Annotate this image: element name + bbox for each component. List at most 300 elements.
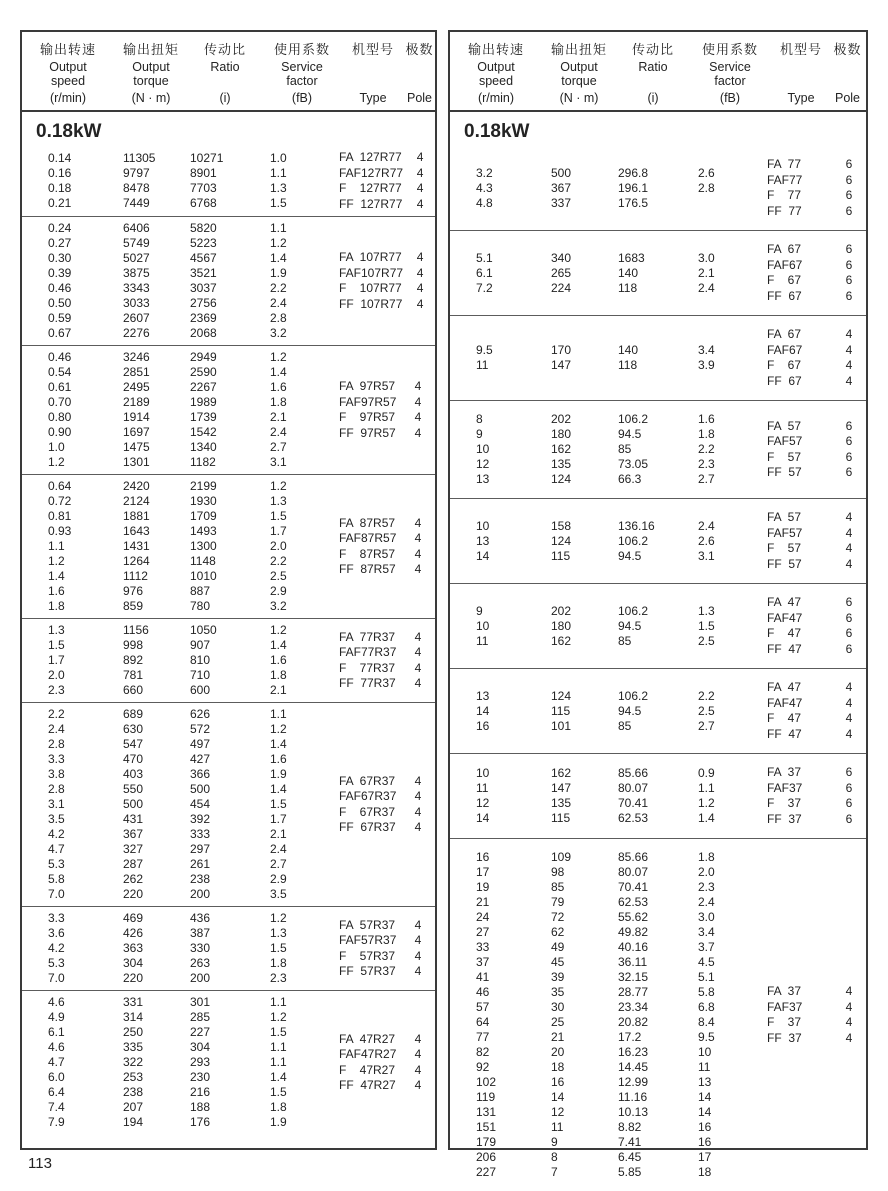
output-speed-cell: 10 xyxy=(476,518,490,533)
type-line xyxy=(329,789,435,805)
type-name: FAF47 xyxy=(767,610,803,625)
header-zh: 传动比 xyxy=(631,42,674,57)
output-torque-cell: 6406 xyxy=(123,221,150,235)
pole-value: 6 xyxy=(845,188,853,202)
service-factor-cell: 2.7 xyxy=(698,472,715,486)
service-factor-cell: 2.5 xyxy=(698,703,715,718)
spec-row xyxy=(450,689,757,704)
spec-row xyxy=(22,911,329,926)
output-speed-cell: 9 xyxy=(476,427,483,441)
service-factor-cell: 1.8 xyxy=(270,395,287,409)
spec-block xyxy=(22,474,435,618)
output-speed-cell: 11 xyxy=(476,358,489,372)
type-list xyxy=(757,327,866,389)
service-factor-cell: 2.5 xyxy=(270,569,287,583)
spec-rows xyxy=(450,166,757,211)
output-torque-cell: 327 xyxy=(123,842,144,856)
spec-tables xyxy=(20,30,868,1179)
header-pole xyxy=(404,32,435,110)
output-speed-cell: 227 xyxy=(476,1165,497,1179)
type-name: F 57R37 xyxy=(339,948,396,963)
spec-row xyxy=(450,766,757,781)
spec-row xyxy=(450,266,757,281)
header-output-speed xyxy=(450,32,542,110)
output-speed-cell: 0.64 xyxy=(48,479,72,493)
output-torque-cell: 1431 xyxy=(123,539,150,553)
service-factor-cell: 1.8 xyxy=(270,956,287,970)
service-factor-cell: 1.6 xyxy=(270,380,287,394)
type-name: FF 37 xyxy=(767,1030,802,1045)
output-torque-cell: 9 xyxy=(551,1135,558,1149)
output-torque-cell: 5027 xyxy=(123,251,150,265)
ratio-cell: 285 xyxy=(190,1010,211,1024)
type-name: FF 47 xyxy=(767,641,802,656)
spec-row xyxy=(22,668,329,683)
pole-value: 6 xyxy=(845,796,853,810)
output-torque-cell: 45 xyxy=(551,955,565,969)
output-torque-cell: 1156 xyxy=(123,623,149,637)
service-factor-cell: 1.8 xyxy=(270,668,287,682)
table-header xyxy=(22,32,435,112)
spec-row xyxy=(450,704,757,719)
output-speed-cell: 4.2 xyxy=(48,827,65,841)
type-line xyxy=(329,297,437,313)
type-line xyxy=(757,434,866,450)
pole-value: 4 xyxy=(414,546,422,561)
spec-row xyxy=(22,395,329,410)
type-line xyxy=(329,964,435,980)
ratio-cell: 62.53 xyxy=(618,895,649,909)
ratio-cell: 216 xyxy=(190,1085,211,1099)
spec-rows xyxy=(450,689,757,734)
output-speed-cell: 0.90 xyxy=(48,425,72,439)
output-torque-cell: 162 xyxy=(551,633,572,648)
spec-row xyxy=(22,524,329,539)
ratio-cell: 80.07 xyxy=(618,781,649,795)
output-speed-cell: 2.8 xyxy=(48,737,65,751)
output-torque-cell: 2851 xyxy=(123,365,150,379)
spec-row xyxy=(450,880,757,895)
type-line xyxy=(329,1047,435,1063)
type-name: FA 47R27 xyxy=(339,1031,396,1046)
type-name: F 37 xyxy=(767,1015,802,1029)
ratio-cell: 49.82 xyxy=(618,925,649,939)
ratio-cell: 106.2 xyxy=(618,603,649,618)
type-line xyxy=(757,781,866,797)
spec-row xyxy=(450,166,757,181)
service-factor-cell: 14 xyxy=(698,1105,712,1119)
type-list xyxy=(329,379,435,441)
output-speed-cell: 1.5 xyxy=(48,638,65,652)
pole-value: 4 xyxy=(414,964,422,978)
spec-row xyxy=(450,1000,757,1015)
spec-row xyxy=(22,494,329,509)
output-speed-cell: 6.0 xyxy=(48,1070,65,1084)
output-torque-cell: 170 xyxy=(551,343,572,357)
pole-value: 4 xyxy=(845,726,853,741)
spec-row xyxy=(22,380,329,395)
service-factor-cell: 2.8 xyxy=(698,180,715,195)
header-unit: (r/min) xyxy=(477,91,515,105)
service-factor-cell: 1.1 xyxy=(270,1040,287,1054)
spec-row xyxy=(450,1165,757,1180)
spec-block xyxy=(450,230,866,315)
output-speed-cell: 12 xyxy=(476,457,490,471)
spec-row xyxy=(450,1090,757,1105)
spec-row xyxy=(22,842,329,857)
output-speed-cell: 12 xyxy=(476,796,490,810)
ratio-cell: 907 xyxy=(190,638,211,652)
spec-row xyxy=(450,796,757,811)
ratio-cell: 2369 xyxy=(190,311,217,325)
ratio-cell: 17.2 xyxy=(618,1030,642,1044)
output-speed-cell: 0.93 xyxy=(48,524,72,538)
type-name: FA 37 xyxy=(767,984,802,998)
pole-value: 4 xyxy=(414,629,422,644)
spec-row xyxy=(22,623,329,638)
service-factor-cell: 9.5 xyxy=(698,1030,715,1044)
service-factor-cell: 16 xyxy=(698,1120,712,1134)
service-factor-cell: 1.4 xyxy=(270,638,287,652)
header-zh: 使用系数 xyxy=(701,42,758,57)
service-factor-cell: 3.0 xyxy=(698,250,715,265)
pole-value: 4 xyxy=(414,379,422,393)
output-torque-cell: 12 xyxy=(551,1105,565,1119)
spec-row xyxy=(22,1055,329,1070)
ratio-cell: 10271 xyxy=(190,151,224,165)
pole-value: 4 xyxy=(414,660,422,675)
spec-block xyxy=(22,702,435,906)
type-name: FA 57 xyxy=(767,418,802,433)
ratio-cell: 32.15 xyxy=(618,970,649,984)
header-en: Output speed xyxy=(49,60,87,88)
output-torque-cell: 660 xyxy=(123,683,144,697)
spec-row xyxy=(22,166,329,181)
service-factor-cell: 2.0 xyxy=(698,865,715,879)
header-output-speed xyxy=(22,32,114,110)
service-factor-cell: 2.9 xyxy=(270,584,287,598)
output-speed-cell: 0.70 xyxy=(48,395,72,409)
output-speed-cell: 102 xyxy=(476,1075,497,1089)
page-number: 113 xyxy=(28,1155,52,1172)
ratio-cell: 301 xyxy=(190,995,211,1009)
output-speed-cell: 33 xyxy=(476,940,490,954)
spec-block xyxy=(450,668,866,753)
header-en: Ratio xyxy=(210,60,240,74)
output-torque-cell: 207 xyxy=(123,1100,144,1114)
spec-row xyxy=(450,358,757,373)
ratio-cell: 188 xyxy=(190,1100,211,1114)
spec-row xyxy=(22,1070,329,1085)
output-torque-cell: 25 xyxy=(551,1015,565,1029)
pole-value: 6 xyxy=(845,811,853,826)
pole-value: 4 xyxy=(414,515,422,530)
type-list xyxy=(757,984,866,1046)
service-factor-cell: 1.5 xyxy=(270,1085,287,1099)
spec-blocks xyxy=(450,146,866,1191)
header-en: Service factor xyxy=(281,60,323,88)
type-name: F 127R77 xyxy=(339,181,402,195)
pole-value: 4 xyxy=(416,150,424,164)
ratio-cell: 1683 xyxy=(618,250,645,265)
output-torque-cell: 547 xyxy=(123,737,144,751)
pole-value: 4 xyxy=(416,165,424,180)
pole-value: 6 xyxy=(845,610,853,625)
ratio-cell: 296.8 xyxy=(618,165,649,180)
type-name: FA 37 xyxy=(767,765,802,779)
output-speed-cell: 4.6 xyxy=(48,995,65,1009)
type-line xyxy=(757,204,866,220)
output-speed-cell: 1.8 xyxy=(48,599,65,613)
ratio-cell: 1182 xyxy=(190,455,216,469)
type-line xyxy=(757,541,866,557)
pole-value: 4 xyxy=(416,296,424,311)
ratio-cell: 80.07 xyxy=(618,865,649,879)
ratio-cell: 2199 xyxy=(190,479,217,493)
service-factor-cell: 1.5 xyxy=(270,1025,287,1039)
type-name: FAF67R37 xyxy=(339,789,397,803)
spec-row xyxy=(450,719,757,734)
spec-rows xyxy=(22,350,329,470)
type-line xyxy=(329,410,435,426)
type-line xyxy=(757,812,866,828)
pole-value: 6 xyxy=(845,257,853,272)
spec-rows xyxy=(22,221,329,341)
output-speed-cell: 1.2 xyxy=(48,455,65,469)
spec-row xyxy=(22,221,329,236)
ratio-cell: 626 xyxy=(190,707,211,721)
type-name: FA 57 xyxy=(767,510,802,524)
type-line xyxy=(329,395,435,411)
service-factor-cell: 1.4 xyxy=(270,251,287,265)
output-speed-cell: 0.24 xyxy=(48,221,72,235)
pole-value: 4 xyxy=(845,1030,853,1045)
output-speed-cell: 119 xyxy=(476,1090,496,1104)
service-factor-cell: 1.1 xyxy=(270,1055,287,1069)
spec-row xyxy=(450,1045,757,1060)
output-speed-cell: 2.2 xyxy=(48,707,65,721)
type-name: FAF37 xyxy=(767,780,803,795)
service-factor-cell: 1.2 xyxy=(270,623,287,637)
spec-row xyxy=(450,472,757,487)
output-torque-cell: 220 xyxy=(123,887,144,901)
header-unit: Pole xyxy=(406,91,433,105)
output-speed-cell: 10 xyxy=(476,618,490,633)
output-torque-cell: 426 xyxy=(123,926,144,940)
type-line xyxy=(329,1063,435,1079)
type-line xyxy=(757,258,866,274)
ratio-cell: 392 xyxy=(190,812,211,826)
spec-blocks xyxy=(22,146,435,1134)
ratio-cell: 85.66 xyxy=(618,766,649,780)
type-line xyxy=(329,547,435,563)
output-speed-cell: 1.4 xyxy=(48,569,65,583)
ratio-cell: 85 xyxy=(618,633,632,648)
output-speed-cell: 6.1 xyxy=(48,1025,65,1039)
output-speed-cell: 0.18 xyxy=(48,181,72,195)
spec-row xyxy=(22,926,329,941)
ratio-cell: 16.23 xyxy=(618,1045,649,1059)
header-type xyxy=(342,32,404,110)
spec-row xyxy=(22,181,329,196)
type-name: FAF57 xyxy=(767,525,803,540)
header-en: Ratio xyxy=(638,60,668,74)
output-torque-cell: 115 xyxy=(551,548,571,563)
service-factor-cell: 2.4 xyxy=(698,280,715,295)
output-speed-cell: 4.8 xyxy=(476,195,493,210)
type-name: FA 47 xyxy=(767,595,802,609)
type-line xyxy=(329,166,437,182)
spec-row xyxy=(450,925,757,940)
spec-row xyxy=(22,251,329,266)
type-name: FAF47 xyxy=(767,695,803,710)
type-line xyxy=(329,645,435,661)
output-torque-cell: 859 xyxy=(123,599,144,613)
output-speed-cell: 14 xyxy=(476,548,490,563)
output-torque-cell: 363 xyxy=(123,941,144,955)
output-speed-cell: 13 xyxy=(476,533,490,548)
output-speed-cell: 82 xyxy=(476,1045,490,1059)
ratio-cell: 94.5 xyxy=(618,427,642,441)
service-factor-cell: 2.7 xyxy=(698,718,715,733)
service-factor-cell: 2.0 xyxy=(270,539,287,553)
service-factor-cell: 1.8 xyxy=(698,427,715,441)
service-factor-cell: 1.1 xyxy=(270,707,287,721)
service-factor-cell: 1.8 xyxy=(270,1100,287,1114)
spec-rows xyxy=(450,850,757,1180)
pole-value: 6 xyxy=(845,595,853,609)
spec-block xyxy=(22,990,435,1134)
output-speed-cell: 7.4 xyxy=(48,1100,65,1114)
ratio-cell: 5820 xyxy=(190,221,217,235)
service-factor-cell: 1.5 xyxy=(270,196,287,210)
pole-value: 4 xyxy=(416,281,424,295)
ratio-cell: 1542 xyxy=(190,425,217,439)
type-line xyxy=(757,419,866,435)
ratio-cell: 106.2 xyxy=(618,533,649,548)
header-zh: 极数 xyxy=(833,42,862,57)
spec-row xyxy=(22,653,329,668)
output-speed-cell: 7.0 xyxy=(48,887,65,901)
header-service-factor xyxy=(262,32,342,110)
spec-row xyxy=(450,619,757,634)
spec-row xyxy=(22,722,329,737)
pole-value: 4 xyxy=(845,541,853,555)
ratio-cell: 20.82 xyxy=(618,1015,649,1029)
output-torque-cell: 7 xyxy=(551,1165,558,1179)
output-torque-cell: 101 xyxy=(551,718,572,733)
output-speed-cell: 11 xyxy=(476,633,489,648)
type-name: FAF107R77 xyxy=(339,265,404,280)
type-name: FF 47R27 xyxy=(339,1078,396,1092)
type-list xyxy=(329,150,437,212)
pole-value: 6 xyxy=(845,242,853,256)
output-speed-cell: 5.1 xyxy=(476,250,493,265)
spec-table-right xyxy=(448,30,868,1179)
service-factor-cell: 6.8 xyxy=(698,1000,715,1014)
ratio-cell: 7703 xyxy=(190,181,217,195)
spec-row xyxy=(22,941,329,956)
spec-rows xyxy=(450,251,757,296)
service-factor-cell: 1.4 xyxy=(270,365,287,379)
output-torque-cell: 250 xyxy=(123,1025,144,1039)
spec-row xyxy=(450,1030,757,1045)
output-torque-cell: 224 xyxy=(551,280,572,295)
pole-value: 4 xyxy=(414,562,422,576)
output-speed-cell: 1.7 xyxy=(48,653,65,667)
output-speed-cell: 3.1 xyxy=(48,797,65,811)
service-factor-cell: 2.7 xyxy=(270,857,287,871)
output-torque-cell: 550 xyxy=(123,782,144,796)
service-factor-cell: 1.8 xyxy=(698,850,715,864)
output-torque-cell: 238 xyxy=(123,1085,144,1099)
ratio-cell: 1148 xyxy=(190,554,216,568)
ratio-cell: 62.53 xyxy=(618,811,649,825)
service-factor-cell: 2.2 xyxy=(270,281,287,295)
service-factor-cell: 14 xyxy=(698,1090,712,1104)
pole-value: 4 xyxy=(414,917,422,932)
output-torque-cell: 367 xyxy=(551,180,572,195)
output-torque-cell: 3033 xyxy=(123,296,150,310)
type-line xyxy=(757,611,866,627)
service-factor-cell: 1.7 xyxy=(270,812,287,826)
output-torque-cell: 2495 xyxy=(123,380,150,394)
output-torque-cell: 8478 xyxy=(123,181,150,195)
spec-row xyxy=(450,1015,757,1030)
output-torque-cell: 16 xyxy=(551,1075,565,1089)
type-name: FA 67R37 xyxy=(339,773,396,788)
type-name: F 47R27 xyxy=(339,1062,396,1077)
service-factor-cell: 1.1 xyxy=(270,995,287,1009)
service-factor-cell: 1.9 xyxy=(270,767,287,781)
output-speed-cell: 0.67 xyxy=(48,326,72,340)
service-factor-cell: 3.4 xyxy=(698,925,715,939)
service-factor-cell: 1.1 xyxy=(270,166,287,180)
pole-value: 4 xyxy=(414,933,422,947)
service-factor-cell: 1.3 xyxy=(698,603,715,618)
type-name: F 87R57 xyxy=(339,546,396,561)
type-line xyxy=(757,626,866,642)
ratio-cell: 36.11 xyxy=(618,955,648,969)
ratio-cell: 436 xyxy=(190,911,211,925)
service-factor-cell: 3.5 xyxy=(270,887,287,901)
output-torque-cell: 1112 xyxy=(123,569,148,583)
output-speed-cell: 46 xyxy=(476,985,490,999)
service-factor-cell: 1.4 xyxy=(698,811,715,825)
spec-rows xyxy=(450,766,757,826)
spec-row xyxy=(450,534,757,549)
type-name: F 57 xyxy=(767,541,802,555)
spec-row xyxy=(450,955,757,970)
output-speed-cell: 1.2 xyxy=(48,554,65,568)
output-torque-cell: 3246 xyxy=(123,350,150,364)
type-name: F 107R77 xyxy=(339,281,402,295)
output-torque-cell: 1881 xyxy=(123,509,150,523)
spec-row xyxy=(22,509,329,524)
spec-row xyxy=(450,412,757,427)
pole-value: 4 xyxy=(414,1078,422,1092)
header-zh: 机型号 xyxy=(351,42,394,57)
pole-value: 4 xyxy=(414,531,422,545)
ratio-cell: 7.41 xyxy=(618,1135,642,1149)
output-speed-cell: 13 xyxy=(476,472,490,486)
type-line xyxy=(757,343,866,359)
spec-row xyxy=(22,410,329,425)
output-torque-cell: 1914 xyxy=(123,410,150,424)
type-line xyxy=(329,630,435,646)
output-torque-cell: 689 xyxy=(123,707,144,721)
pole-value: 4 xyxy=(414,410,422,424)
